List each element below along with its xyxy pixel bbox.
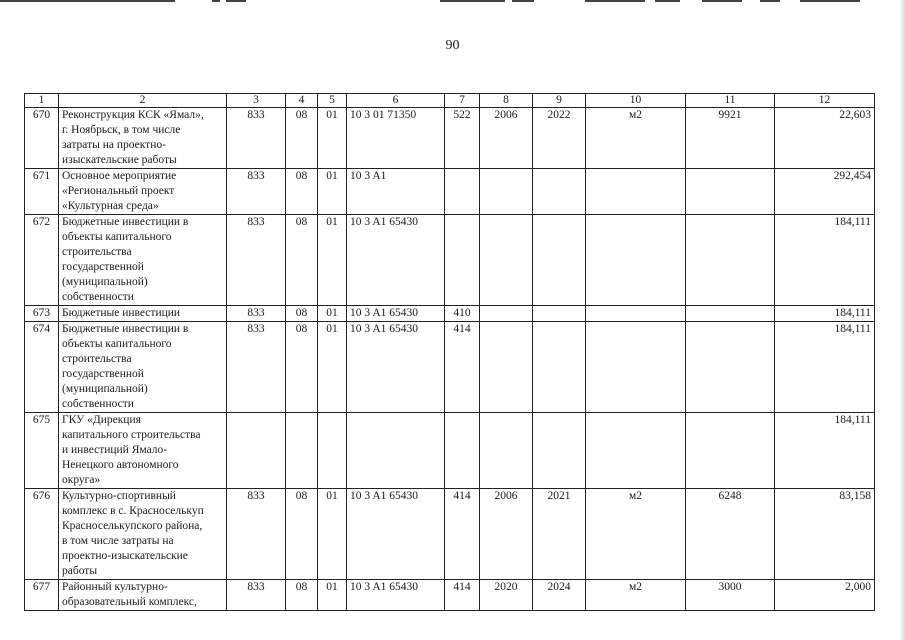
cell-c7 [445, 215, 480, 306]
item-name [59, 580, 227, 611]
cell-c6: 10 3 A1 [347, 169, 445, 215]
item-name-line: Районный культурно- [62, 581, 168, 593]
cell-c11: 6248 [686, 489, 775, 580]
cell-c6: 10 3 A1 65430 [347, 489, 445, 580]
cell-c5: 01 [318, 322, 347, 413]
item-name-line: округа» [62, 474, 101, 486]
cell-c6: 10 3 A1 65430 [347, 580, 445, 611]
row-number: 672 [25, 215, 59, 306]
column-header-10: 10 [586, 94, 686, 108]
item-name [59, 322, 227, 413]
item-name [59, 489, 227, 580]
cell-c4: 08 [286, 580, 318, 611]
cell-c12: 184,111 [775, 322, 875, 413]
cell-c11 [686, 306, 775, 322]
table-header-row [25, 94, 875, 108]
row-number: 677 [25, 580, 59, 611]
table-row [25, 322, 875, 413]
cell-c3: 833 [227, 322, 286, 413]
item-name-line: затраты на проектно- [62, 139, 166, 151]
cell-c9 [533, 169, 586, 215]
item-name-line: работы [62, 565, 98, 577]
budget-table [24, 93, 875, 611]
cell-c7: 414 [445, 322, 480, 413]
cell-c6: 10 3 A1 65430 [347, 322, 445, 413]
cell-c7 [445, 169, 480, 215]
item-name-line: г. Ноябрьск, в том числе [62, 124, 181, 136]
cell-c3: 833 [227, 580, 286, 611]
item-name-line: объекты капитального [62, 231, 172, 243]
cell-c9: 2022 [533, 108, 586, 169]
item-name-line: комплекс в с. Красноселькуп [62, 505, 204, 517]
column-header-1: 1 [25, 94, 59, 108]
cell-c10 [586, 215, 686, 306]
column-header-7: 7 [445, 94, 480, 108]
column-header-4: 4 [286, 94, 318, 108]
row-number: 676 [25, 489, 59, 580]
cell-c12: 184,111 [775, 306, 875, 322]
item-name-line: Бюджетные инвестиции [62, 307, 181, 319]
item-name-line: строительства [62, 246, 132, 258]
cell-c3: 833 [227, 489, 286, 580]
item-name-line: ГКУ «Дирекция [62, 414, 141, 426]
item-name-line: объекты капитального [62, 338, 172, 350]
cell-c8 [480, 413, 533, 489]
item-name-line: Красноселькупского района, [62, 520, 203, 532]
table-body [25, 108, 875, 611]
cell-c5 [318, 413, 347, 489]
cell-c6: 10 3 A1 65430 [347, 306, 445, 322]
cell-c7: 522 [445, 108, 480, 169]
cell-c9: 2024 [533, 580, 586, 611]
cell-c10: м2 [586, 489, 686, 580]
cell-c9 [533, 322, 586, 413]
cell-c8 [480, 306, 533, 322]
item-name-line: Культурно-спортивный [62, 490, 176, 502]
cell-c8 [480, 322, 533, 413]
cell-c9 [533, 306, 586, 322]
item-name-line: образовательный комплекс, [62, 596, 197, 608]
cell-c10 [586, 322, 686, 413]
cell-c12: 292,454 [775, 169, 875, 215]
cell-c7: 410 [445, 306, 480, 322]
cell-c8: 2006 [480, 108, 533, 169]
table-row [25, 580, 875, 611]
cell-c3: 833 [227, 215, 286, 306]
cell-c3 [227, 413, 286, 489]
cell-c7 [445, 413, 480, 489]
cell-c9: 2021 [533, 489, 586, 580]
row-number: 671 [25, 169, 59, 215]
cell-c7: 414 [445, 489, 480, 580]
row-number: 670 [25, 108, 59, 169]
cell-c6: 10 3 01 71350 [347, 108, 445, 169]
cell-c6 [347, 413, 445, 489]
scan-edge-marks [0, 0, 905, 4]
cell-c3: 833 [227, 108, 286, 169]
item-name-line: строительства [62, 353, 132, 365]
cell-c9 [533, 215, 586, 306]
cell-c5: 01 [318, 580, 347, 611]
column-header-2: 2 [59, 94, 227, 108]
item-name-line: (муниципальной) [62, 383, 148, 395]
item-name-line: изыскательские работы [62, 154, 177, 166]
cell-c12: 83,158 [775, 489, 875, 580]
cell-c5: 01 [318, 215, 347, 306]
cell-c4: 08 [286, 215, 318, 306]
item-name [59, 169, 227, 215]
item-name-line: государственной [62, 261, 144, 273]
scan-shadow [899, 0, 905, 640]
cell-c3: 833 [227, 306, 286, 322]
item-name-line: Бюджетные инвестиции в [62, 216, 189, 228]
item-name-line: Основное мероприятие [62, 170, 177, 182]
cell-c6: 10 3 A1 65430 [347, 215, 445, 306]
cell-c11 [686, 413, 775, 489]
cell-c10 [586, 306, 686, 322]
item-name-line: собственности [62, 291, 134, 303]
column-header-6: 6 [347, 94, 445, 108]
column-header-5: 5 [318, 94, 347, 108]
cell-c8 [480, 215, 533, 306]
cell-c8: 2020 [480, 580, 533, 611]
cell-c12: 2,000 [775, 580, 875, 611]
cell-c4: 08 [286, 108, 318, 169]
item-name [59, 108, 227, 169]
table-row [25, 169, 875, 215]
item-name-line: государственной [62, 368, 144, 380]
cell-c4: 08 [286, 322, 318, 413]
item-name-line: собственности [62, 398, 134, 410]
cell-c10: м2 [586, 580, 686, 611]
cell-c11: 9921 [686, 108, 775, 169]
item-name-line: капитального строительства [62, 429, 201, 441]
cell-c5: 01 [318, 108, 347, 169]
item-name-line: и инвестиций Ямало- [62, 444, 168, 456]
cell-c10 [586, 413, 686, 489]
cell-c8: 2006 [480, 489, 533, 580]
item-name [59, 413, 227, 489]
row-number: 674 [25, 322, 59, 413]
item-name-line: в том числе затраты на [62, 535, 174, 547]
cell-c5: 01 [318, 169, 347, 215]
item-name-line: «Культурная среда» [62, 200, 159, 212]
cell-c9 [533, 413, 586, 489]
item-name-line: проектно-изыскательские [62, 550, 188, 562]
column-header-8: 8 [480, 94, 533, 108]
cell-c11: 3000 [686, 580, 775, 611]
cell-c10: м2 [586, 108, 686, 169]
cell-c4: 08 [286, 169, 318, 215]
table-row [25, 108, 875, 169]
cell-c5: 01 [318, 489, 347, 580]
column-header-12: 12 [775, 94, 875, 108]
cell-c5: 01 [318, 306, 347, 322]
cell-c12: 184,111 [775, 413, 875, 489]
table-row [25, 413, 875, 489]
row-number: 673 [25, 306, 59, 322]
cell-c11 [686, 169, 775, 215]
cell-c3: 833 [227, 169, 286, 215]
item-name-line: Бюджетные инвестиции в [62, 323, 189, 335]
cell-c10 [586, 169, 686, 215]
item-name-line: Реконструкция КСК «Ямал», [62, 109, 204, 121]
cell-c11 [686, 215, 775, 306]
cell-c4: 08 [286, 306, 318, 322]
table-row [25, 306, 875, 322]
item-name-line: «Региональный проект [62, 185, 175, 197]
row-number: 675 [25, 413, 59, 489]
item-name [59, 215, 227, 306]
column-header-3: 3 [227, 94, 286, 108]
cell-c4 [286, 413, 318, 489]
cell-c11 [686, 322, 775, 413]
column-header-11: 11 [686, 94, 775, 108]
item-name [59, 306, 227, 322]
item-name-line: Ненецкого автономного [62, 459, 179, 471]
table-row [25, 215, 875, 306]
cell-c8 [480, 169, 533, 215]
cell-c12: 184,111 [775, 215, 875, 306]
table-row [25, 489, 875, 580]
page-number: 90 [445, 38, 460, 53]
column-header-9: 9 [533, 94, 586, 108]
cell-c12: 22,603 [775, 108, 875, 169]
cell-c7: 414 [445, 580, 480, 611]
item-name-line: (муниципальной) [62, 276, 148, 288]
cell-c4: 08 [286, 489, 318, 580]
